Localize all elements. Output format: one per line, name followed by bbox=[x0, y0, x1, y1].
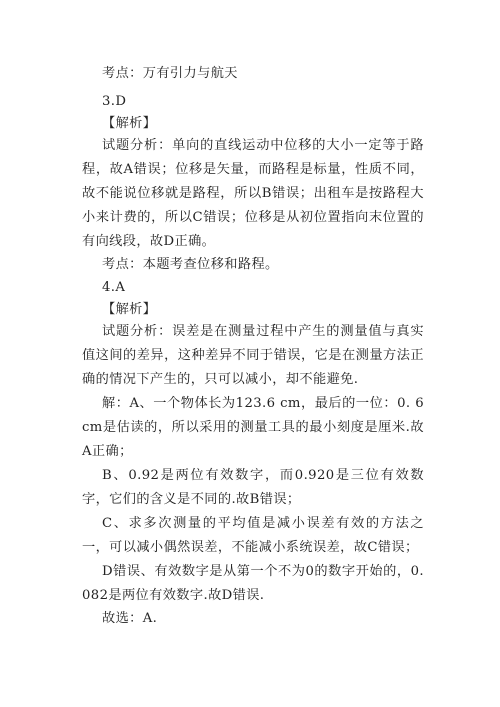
solution-option-c: C、求多次测量的平均值是减小误差有效的方法之一，可以减小偶然误差，不能减小系统误差，故C错误； bbox=[82, 516, 424, 555]
jiexi-heading-1: 【解析】 bbox=[102, 116, 157, 131]
answer-4: 4.A bbox=[102, 280, 126, 295]
conclusion-line: 故选：A. bbox=[102, 611, 158, 626]
kaodian-line-1: 考点：万有引力与航天 bbox=[102, 66, 238, 81]
analysis-paragraph-3: 试题分析：单向的直线运动中位移的大小一定等于路程，故A错误；位移是矢量，而路程是标量，性质不同，故不能说位移就是路程，所以B错误；出租车是按路程大小来计费的，所以C错误；位移是从初位置指向末位置的有向线段，故D正确。 bbox=[82, 138, 424, 249]
answer-3: 3.D bbox=[102, 94, 127, 109]
jiexi-heading-2: 【解析】 bbox=[102, 302, 157, 317]
solution-option-a: 解：A、一个物体长为123.6 cm，最后的一位：0. 6cm是估读的，所以采用的测量工具的最小刻度是厘米.故A正确； bbox=[82, 396, 424, 459]
solution-option-d: D错误、有效数字是从第一个不为0的数字开始的，0.082是两位有效数字.故D错误. bbox=[82, 564, 424, 603]
kaodian-line-2: 考点：本题考查位移和路程。 bbox=[102, 257, 279, 272]
solution-option-b: B、0.92是两位有效数字，而0.920是三位有效数字，它们的含义是不同的.故B错误； bbox=[82, 468, 424, 507]
analysis-paragraph-4: 试题分析：误差是在测量过程中产生的测量值与真实值这间的差异，这种差异不同于错误，它是在测量方法正确的情况下产生的，只可以减小，却不能避免. bbox=[82, 324, 424, 387]
